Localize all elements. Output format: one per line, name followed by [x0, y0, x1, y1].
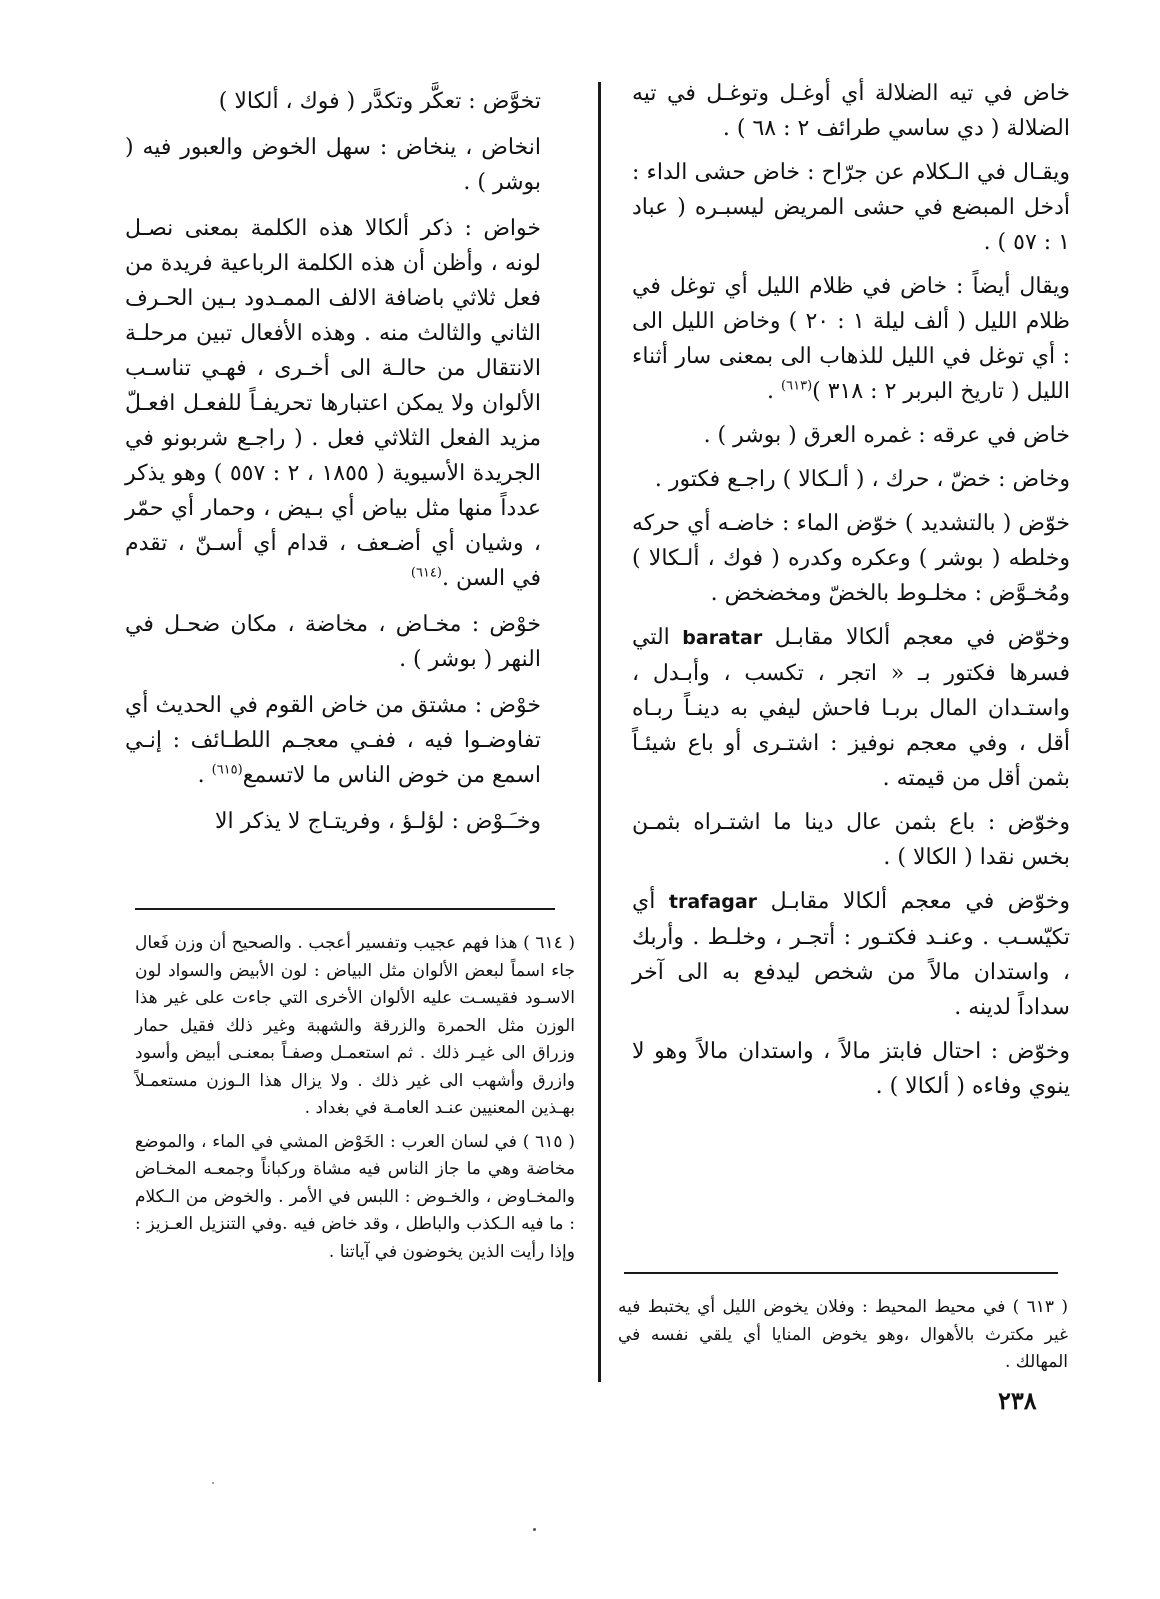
footnote-ref: (٦١٣) — [781, 378, 813, 394]
entry — [632, 620, 1070, 796]
entry-text-body: ويقال أيضاً : خاض في ظلام الليل أي توغل في ظلام الليل ( ألف ليلة ١ : ٢٠ ) وخاض الليل الى : أي توغل في الليل للذهاب الى بمعنى سار أثناء الليل ( تاريخ البربر ٢ : ٣١٨ ) — [632, 274, 1070, 404]
footnote-separator — [624, 1272, 1058, 1274]
footnote-ref: (٦١٤) — [410, 565, 442, 581]
scan-speck — [533, 1528, 536, 1531]
footnote-separator — [135, 908, 555, 910]
scan-speck — [212, 1482, 214, 1484]
entry-text: وخـَـوْض : لؤلـؤ ، وفريتـاج لا يذكر الا — [214, 809, 541, 834]
entry-text — [632, 884, 1070, 1025]
entry-text: ويقال أيضاً : خاض في ظلام الليل أي توغل في ظلام الليل ( ألف ليلة ١ : ٢٠ ) وخاض الليل الى : أي توغل في الليل للذهاب الى بمعنى سار أثناء الليل ( تاريخ البربر ٢ : ٣١٨ )$^{(٦١٣)}$ . — [632, 274, 1070, 404]
entry-text: خوّض ( بالتشديد ) خوّض الماء : خاضـه أي حركه وخلطه ( بوشر ) وعكره وكدره ( فوك ، ألـكالا ) ومُخـوَّض : مخلـوط بالخضّ ومخضخض . — [632, 511, 1070, 606]
latin-term: trafagar — [668, 891, 758, 913]
entry-text: انخاض ، ينخاض : سهل الخوض والعبور فيه ( بوشر ) . — [125, 135, 541, 195]
entry-text — [632, 620, 1070, 796]
entry-text-end: أي تكيّسـب . وعنـد فكتـور : أتجـر ، وخلـط . وأربك ، واستدان مالاً من شخص ليدفع به الى آخر سداداً لدينه . — [632, 889, 1070, 1020]
latin-term: baratar — [682, 627, 763, 649]
entry-text: خوْض : مشتق من خاض القوم في الحديث أي تفاوضـوا فيه ، ففـي معجـم اللطـائف : إنـي اسمع من خوض الناس ما لاتسمع$^{(٦١٥)}$ . — [125, 693, 541, 788]
entry — [632, 418, 1070, 453]
entry-text-body: خواض : ذكر ألكالا هذه الكلمة بمعنى نصـل لونه ، وأظن أن هذه الكلمة الرباعية فريدة من فعل ثلاثي باضافة الالف الممـدود بـين الحـرف الثاني والثالث منه . وهذه الأفعال تبين مرحلـة الانتقال من حالـة الى أخـرى ، فهـي تناسـب الألوان ولا يمكن اعتبارها تحريفـاً للفعـل افعـلّ مزيد الفعل الثلاثي فعل . ( راجـع شربونو في الجريدة الأسيوية ( ١٨٥٥ ، ٢ : ٥٥٧ ) وهو يذكر عدداً منها مثل بياض أي بـيض ، وحمار أي حمّر ، وشيان أي أضـعف ، قدام أي أسـنّ ، تقدم في السن . — [125, 216, 542, 591]
entry-text-start: وخوّض في معجم ألكالا مقابـل — [774, 625, 1070, 650]
entry-text: وخوّض : احتال فابتز مالاً ، واستدان مالاً وهو لا ينوي وفاءه ( ألكالا ) . — [632, 1039, 1070, 1099]
footnote: ( ٦١٥ ) في لسان العرب : الخَوْض المشي في الماء ، والموضع مخاضة وهي ما جاز الناس فيه مشاة وركباناً وجمعـه المخـاض والمخـاوض ، والخـوض : اللبس في الأمر . والخوض من الـكلام : ما فيه الـكذب والباطل ، وقد خاض فيه .وفي التنزيل العـزيز : وإذا رأيت الذين يخوضون في آياتنا . — [135, 1131, 575, 1262]
footnote: ( ٦١٣ ) في محيط المحيط : وفلان يخوض الليل أي يختبط فيه غير مكترث بالأهوال ،وهو يخوض المنايا أي يلقي نفسه في المهالك . — [618, 1297, 1068, 1372]
entry — [632, 269, 1070, 409]
footnote: ( ٦١٤ ) هذا فهم عجيب وتفسير أعجب . والصحيح أن وزن فَعال جاء اسماً لبعض الألوان مثل البياض : لون الأبيض والسواد لون الاسـود فقيسـت عليه الألوان الأخرى التي جاءت على غير هذا الوزن مثل الحمرة والزرقة والشهبة وغير ذلك فقيل حمار وزراق الى غيـر ذلك . ثم استعمـل وصفـاً بمعنـى أبيض وأسود وازرق وأشهب الى غير ذلك . ولا يزال هذا الـوزن مستعمـلاً بهـذين المعنيين عنـد العامـة في بغداد . — [135, 933, 575, 1118]
entry — [632, 884, 1070, 1025]
entry — [125, 211, 541, 596]
entry — [632, 1034, 1070, 1104]
entry — [632, 155, 1070, 260]
entry-text: خاض في تيه الضلالة أي أوغـل وتوغـل في تيه الضلالة ( دي ساسي طرائف ٢ : ٦٨ ) . — [632, 81, 1070, 141]
footnotes-right — [618, 1294, 1068, 1383]
entry — [125, 607, 541, 677]
column-divider — [598, 82, 601, 1382]
entry-text: خوْض : مخـاض ، مخاضة ، مكان ضحـل في النهر ( بوشر ) . — [125, 612, 541, 672]
entry — [632, 805, 1070, 875]
entry — [125, 688, 541, 793]
entry-text: وخاض : خضّ ، حرك ، ( ألـكالا ) راجـع فكتور . — [654, 467, 1070, 492]
page-number: ٢٣٨ — [998, 1386, 1037, 1415]
right-text-column — [632, 76, 1070, 1113]
entry-text-start: وخوّض في معجم ألكالا مقابـل — [770, 889, 1070, 914]
entry-text — [125, 211, 541, 596]
entry — [125, 804, 541, 839]
entry — [632, 76, 1070, 146]
entry — [125, 84, 541, 119]
entry — [632, 506, 1070, 611]
entry-text: ويقـال في الـكلام عن جرّاح : خاض حشى الداء : أدخل المبضع في حشى المريض ليسبـره ( عباد ١ : ٥٧ ) . — [632, 160, 1070, 255]
entry-text: وخوّض : باع بثمن عال دينا ما اشتـراه بثمـن بخس نقدا ( الكالا ) . — [632, 810, 1070, 870]
footnote-ref: (٦١٥) — [211, 762, 243, 778]
entry-text-body: خوْض : مشتق من خاض القوم في الحديث أي تفاوضـوا فيه ، ففـي معجـم اللطـائف : إنـي اسمع من خوض الناس ما لاتسمع — [125, 693, 541, 788]
left-text-column — [125, 84, 541, 850]
footnotes-left — [135, 930, 575, 1272]
entry — [632, 462, 1070, 497]
entry-text: تخوَّض : تعكَّر وتكدَّر ( فوك ، ألكالا ) — [218, 89, 541, 114]
entry-text-end: التي فسرها فكتور بـ « اتجر ، تكسب ، وأبـدل ، واستـدان المال بربـا فاحش ليفي به دينـاً ربـاه أقل ، وفي معجم نوفيز : اشتـرى أو باع شيئـاً بثمن أقل من قيمته . — [632, 625, 1070, 791]
entry — [125, 130, 541, 200]
entry-text: خاض في عرقه : غمره العرق ( بوشر ) . — [703, 423, 1070, 448]
